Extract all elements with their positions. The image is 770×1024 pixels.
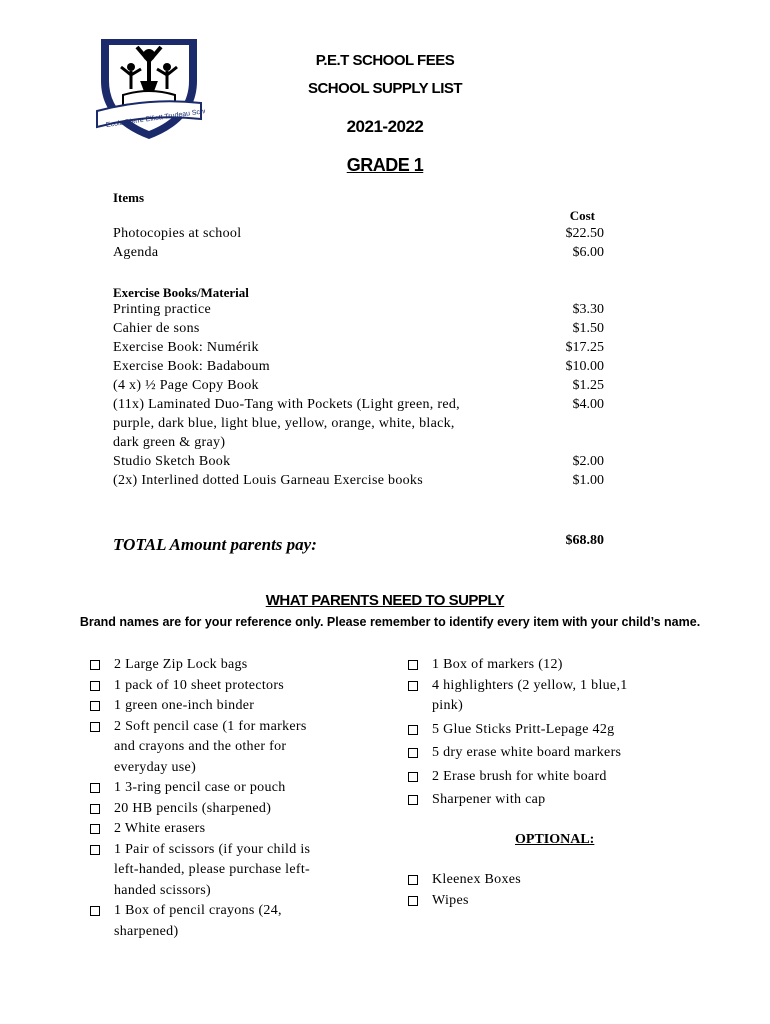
- fee-item-cost: $1.25: [572, 378, 604, 393]
- school-crest-icon: [93, 33, 205, 143]
- supply-item: [408, 870, 708, 891]
- checkbox-icon[interactable]: [90, 722, 100, 732]
- fee-item-cost: $22.50: [565, 226, 604, 241]
- items-heading: Items: [113, 190, 145, 205]
- supply-item-text: 20 HB pencils (sharpened): [114, 800, 272, 816]
- school-year: 2021-2022: [346, 117, 424, 136]
- cost-heading: Cost: [569, 208, 595, 223]
- supply-item: [90, 778, 380, 799]
- fee-item-label: Agenda: [113, 245, 159, 260]
- checkbox-icon[interactable]: [408, 725, 418, 735]
- fee-item-cost: $3.30: [572, 302, 604, 317]
- checkbox-icon[interactable]: [408, 875, 418, 885]
- supply-item-text: 1 pack of 10 sheet protectors: [114, 677, 285, 693]
- supply-item: [90, 676, 380, 697]
- supply-item: [90, 799, 380, 820]
- total-label: TOTAL Amount parents pay:: [113, 535, 317, 554]
- supply-item: [90, 717, 380, 779]
- header-title: P.E.T SCHOOL FEES: [315, 52, 455, 69]
- logo-text: Ecole Pierre Elliott Trudeau School: [105, 107, 205, 130]
- supply-item-text: 4 highlighters (2 yellow, 1 blue,1: [432, 677, 628, 693]
- fee-item-cost: $1.00: [572, 473, 604, 488]
- supply-item: [408, 655, 708, 676]
- supply-item-text: pink): [432, 698, 464, 713]
- fee-item-label: purple, dark blue, light blue, yellow, orange, white, black,: [113, 416, 455, 431]
- supply-item: [408, 891, 708, 912]
- grade-heading: GRADE 1: [346, 155, 424, 175]
- total-value: $68.80: [565, 533, 604, 548]
- supply-item: [408, 720, 708, 741]
- supply-item: [90, 840, 380, 902]
- supply-item-text: 1 green one-inch binder: [114, 698, 255, 713]
- supply-item: [90, 696, 380, 717]
- supply-item-text: 1 Pair of scissors (if your child is: [114, 841, 311, 857]
- checkbox-icon[interactable]: [408, 896, 418, 906]
- fee-item-cost: $17.25: [565, 340, 604, 355]
- fee-item-cost: $1.50: [572, 321, 604, 336]
- supply-item-text: sharpened): [114, 923, 179, 939]
- supply-item: [408, 790, 708, 811]
- supply-list-right: [408, 655, 708, 811]
- supply-item: [90, 819, 380, 840]
- supply-notice: Brand names are for your reference only. Please remember to identify every item with your child’s name.: [79, 615, 701, 629]
- fee-item-label: dark green & gray): [113, 435, 226, 450]
- checkbox-icon[interactable]: [90, 783, 100, 793]
- optional-list: [408, 870, 708, 911]
- fee-item-label: Photocopies at school: [113, 226, 242, 241]
- fee-item-label: (11x) Laminated Duo-Tang with Pockets (Light green, red,: [113, 397, 460, 412]
- checkbox-icon[interactable]: [90, 845, 100, 855]
- fee-item-label: Exercise Book: Numérik: [113, 340, 259, 355]
- supply-item: [408, 743, 708, 764]
- supply-item-text: left-handed, please purchase left-: [114, 862, 310, 877]
- supply-item: [90, 901, 380, 942]
- school-logo: [93, 33, 205, 143]
- supply-item-text: 5 dry erase white board markers: [432, 745, 622, 760]
- supply-item-text: 2 Large Zip Lock bags: [114, 657, 248, 672]
- supply-item-text: everyday use): [114, 759, 197, 775]
- fee-item-label: (4 x) ½ Page Copy Book: [113, 378, 259, 393]
- supply-item-text: 1 3-ring pencil case or pouch: [114, 780, 286, 795]
- supply-item-text: and crayons and the other for: [114, 739, 287, 754]
- checkbox-icon[interactable]: [90, 681, 100, 691]
- supply-item-text: Sharpener with cap: [432, 792, 546, 807]
- checkbox-icon[interactable]: [90, 804, 100, 814]
- supply-item-text: Wipes: [432, 892, 469, 908]
- optional-heading: OPTIONAL:: [515, 832, 595, 847]
- fee-item-cost: $2.00: [572, 454, 604, 469]
- fee-item-label: Studio Sketch Book: [113, 454, 231, 469]
- checkbox-icon[interactable]: [408, 795, 418, 805]
- fee-item-cost: $4.00: [572, 397, 604, 412]
- checkbox-icon[interactable]: [408, 748, 418, 758]
- header-subtitle: SCHOOL SUPPLY LIST: [307, 80, 463, 97]
- supply-item-text: Kleenex Boxes: [432, 872, 522, 887]
- checkbox-icon[interactable]: [90, 660, 100, 670]
- supply-item-text: 1 Box of markers (12): [432, 657, 563, 672]
- checkbox-icon[interactable]: [408, 681, 418, 691]
- supply-item: [90, 655, 380, 676]
- supply-item: [408, 676, 708, 717]
- supply-list-left: [90, 655, 380, 942]
- fee-item-label: Exercise Book: Badaboum: [113, 359, 270, 374]
- checkbox-icon[interactable]: [90, 906, 100, 916]
- supply-item-text: 5 Glue Sticks Pritt-Lepage 42g: [432, 721, 615, 737]
- supply-title: WHAT PARENTS NEED TO SUPPLY: [265, 592, 505, 609]
- supply-item-text: handed scissors): [114, 882, 211, 898]
- exercise-books-heading: Exercise Books/Material: [113, 285, 249, 300]
- supply-item-text: 2 Soft pencil case (1 for markers: [114, 718, 307, 734]
- checkbox-icon[interactable]: [90, 701, 100, 711]
- fee-item-cost: $6.00: [572, 245, 604, 260]
- supply-item-text: 2 White erasers: [114, 821, 206, 836]
- fee-item-label: Printing practice: [113, 302, 212, 317]
- supply-item: [408, 767, 708, 788]
- fee-item-label: (2x) Interlined dotted Louis Garneau Exercise books: [113, 473, 423, 488]
- supply-item-text: 2 Erase brush for white board: [432, 768, 607, 784]
- checkbox-icon[interactable]: [90, 824, 100, 834]
- checkbox-icon[interactable]: [408, 772, 418, 782]
- fee-item-cost: $10.00: [565, 359, 604, 374]
- fee-item-label: Cahier de sons: [113, 321, 200, 336]
- checkbox-icon[interactable]: [408, 660, 418, 670]
- supply-item-text: 1 Box of pencil crayons (24,: [114, 903, 282, 918]
